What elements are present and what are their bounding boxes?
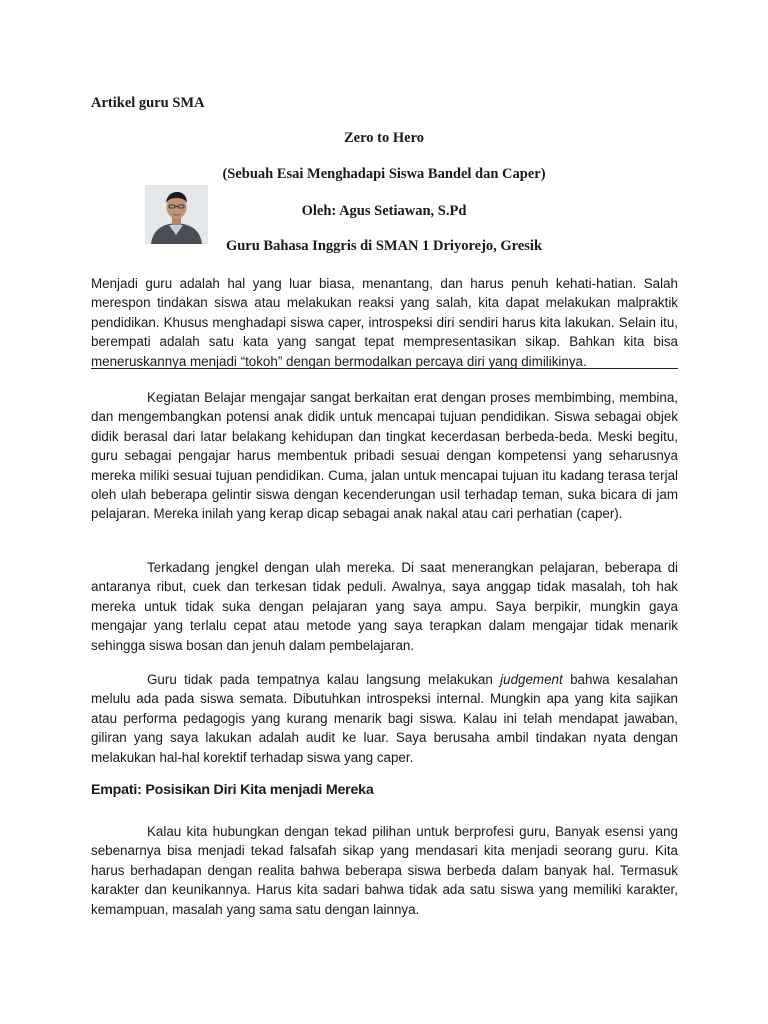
paragraph-text-after: bahwa kesalahan melulu ada pada siswa semata. Dibutuhkan introspeksi internal. Mungkin apa yang kita sajikan atau performa pedagogis yang kurang menarik bagi siswa. Kalau ini telah mendapat jawaban, giliran yang saya lakukan adalah audit ke luar. Saya berusaha ambil tindakan nyata dengan melakukan hal-hal korektif terhadap siswa yang caper.	[91, 672, 678, 765]
paragraph-emphasis: judgement	[500, 672, 563, 687]
author-affiliation: Guru Bahasa Inggris di SMAN 1 Driyorejo, Gresik	[225, 238, 543, 254]
intro-paragraph	[91, 274, 678, 371]
body-paragraph-3	[91, 670, 678, 767]
article-subtitle: (Sebuah Esai Menghadapi Siswa Bandel dan Caper)	[222, 166, 546, 182]
section-paragraph	[91, 822, 678, 919]
section-heading: Empati: Posisikan Diri Kita menjadi Mereka	[91, 782, 374, 798]
intro-divider	[91, 368, 678, 369]
article-title: Zero to Hero	[344, 130, 424, 146]
paragraph-text: Kalau kita hubungkan dengan tekad pilihan untuk berprofesi guru, Banyak esensi yang sebenarnya bisa menjadi tekad falsafah sikap yang mendasari kita menjadi seorang guru. Kita harus berhadapan dengan realita bahwa beberapa siswa berbeda dalam banyak hal. Termasuk karakter dan keunikannya. Harus kita sadari bahwa tidak ada satu siswa yang memiliki karakter, kemampuan, masalah yang sama satu dengan lainnya.	[91, 824, 678, 917]
paragraph-text: Kegiatan Belajar mengajar sangat berkaitan erat dengan proses membimbing, membina, dan mengembangkan potensi anak didik untuk mencapai tujuan pendidikan. Siswa sebagai objek didik berasal dari latar belakang kehidupan dan tingkat kecerdasan berbeda-beda. Meski begitu, guru sebagai pengajar harus membentuk pribadi sesuai dengan kompetensi yang seharusnya mereka miliki sesuai tujuan pendidikan. Cuma, jalan untuk mencapai tujuan itu kadang terasa terjal oleh ulah beberapa gelintir siswa dengan kecenderungan usil terhadap teman, suka bicara di jam pelajaran. Mereka inilah yang kerap dicap sebagai anak nakal atau cari perhatian (caper).	[91, 390, 678, 522]
paragraph-text	[91, 670, 678, 767]
paragraph-text: Terkadang jengkel dengan ulah mereka. Di saat menerangkan pelajaran, beberapa di antaranya ribut, cuek dan terkesan tidak peduli. Awalnya, saya anggap tidak masalah, toh hak mereka untuk tidak suka dengan pelajaran yang saya ampu. Saya berpikir, mungkin gaya mengajar yang terlalu cepat atau metode yang saya terapkan dalam mengajar tidak menarik sehingga siswa bosan dan jenuh dalam pembelajaran.	[91, 560, 678, 653]
intro-text: Menjadi guru adalah hal yang luar biasa, menantang, dan harus penuh kehati-hatian. Salah merespon tindakan siswa atau melakukan reaksi yang salah, kita dapat melakukan malpraktik pendidikan. Khusus menghadapi siswa caper, introspeksi diri sendiri harus kita lakukan. Selain itu, berempati adalah satu kata yang sangat tepat mempresentasikan sikap. Bahkan kita bisa meneruskannya menjadi “tokoh” dengan bermodalkan percaya diri yang dimilikinya.	[91, 276, 678, 369]
body-paragraph-1	[91, 388, 678, 524]
body-paragraph-2	[91, 558, 678, 655]
article-author: Oleh: Agus Setiawan, S.Pd	[301, 203, 467, 219]
paragraph-text-before: Guru tidak pada tempatnya kalau langsung melakukan	[147, 672, 501, 687]
article-category-label: Artikel guru SMA	[91, 95, 205, 111]
